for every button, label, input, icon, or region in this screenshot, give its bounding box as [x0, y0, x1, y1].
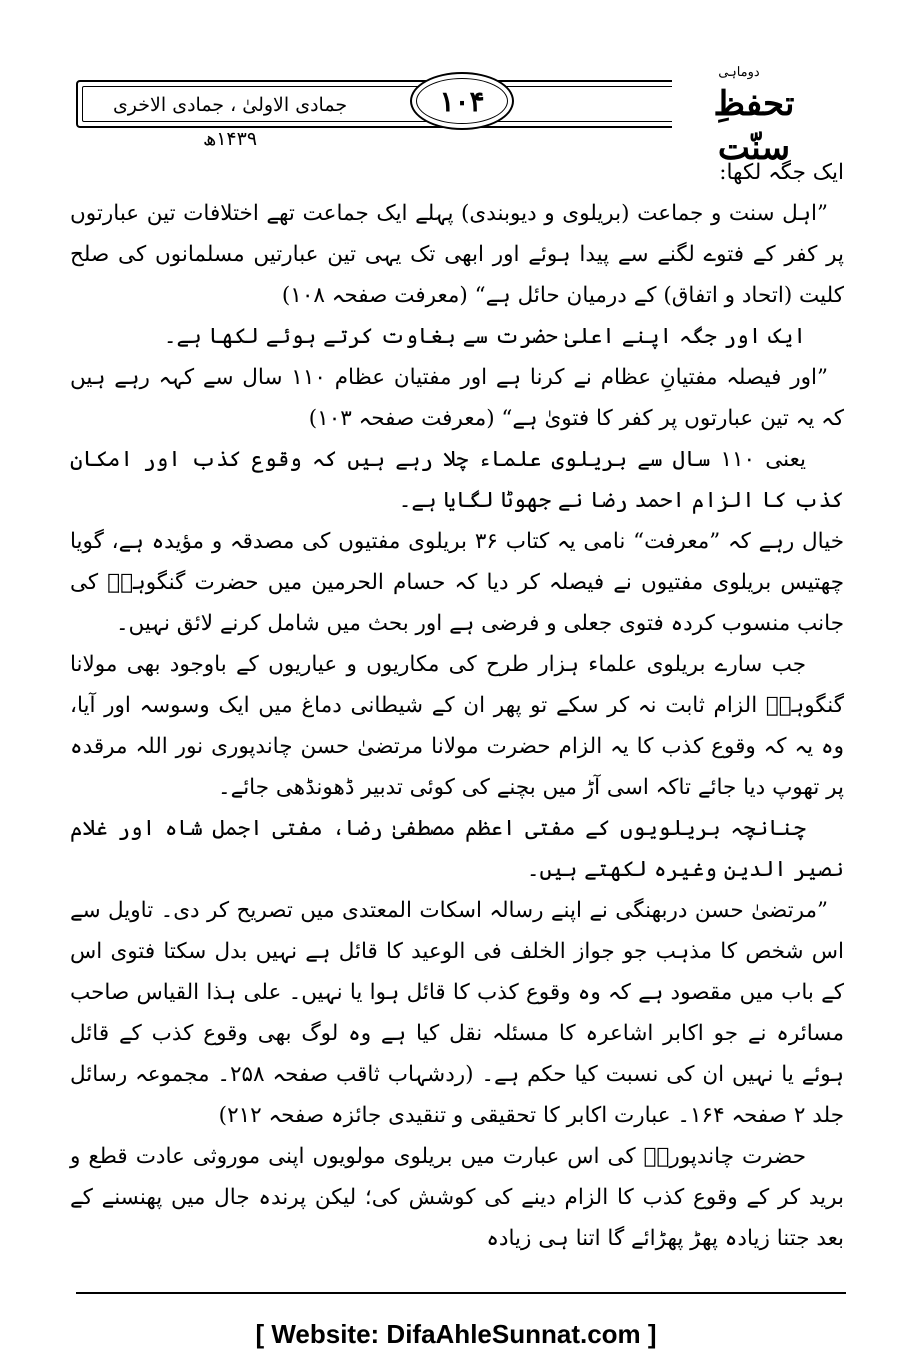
- page-number: ۱۰۴: [439, 84, 485, 118]
- website-footer: [ Website: DifaAhleSunnat.com ]: [255, 1319, 657, 1349]
- quote-paragraph: ”اہل سنت و جماعت (بریلوی و دیوبندی) پہلے ایک جماعت تھے اختلافات تین عبارتوں پر کفر کے فتوے لگنے سے پیدا ہوئے اور ابھی تک یہی تین عبارتیں مسلمانوں کی صلح کلیت (اتحاد و اتفاق) کے درمیان حائل ہے“ (معرفت صفحہ ۱۰۸): [70, 201, 844, 308]
- paragraph: چنانچہ بریلویوں کے مفتی اعظم مصطفیٰ رضا، مفتی اجمل شاہ اور غلام نصیر الدین وغیرہ لکھتے ہیں۔: [70, 816, 844, 882]
- magazine-logo: [672, 64, 842, 168]
- quote-paragraph: ”اور فیصلہ مفتیانِ عظام نے کرنا ہے اور مفتیان عظام ۱۱۰ سال سے کہہ رہے ہیں کہ یہ تین عبارتوں پر کفر کا فتویٰ ہے“ (معرفت صفحہ ۱۰۳): [70, 365, 844, 431]
- issue-date: جمادی الاولیٰ ، جمادی الاخری ۱۴۳۹ھ: [112, 94, 348, 150]
- page-number-badge: [410, 72, 514, 130]
- paragraph: یعنی ۱۱۰ سال سے بریلوی علماء چلا رہے ہیں کہ وقوع کذب اور امکان کذب کا الزام احمد رضا نے جھوٹا لگایا ہے۔: [70, 447, 844, 513]
- paragraph-intro: ایک جگہ لکھا:: [719, 160, 844, 185]
- magazine-title: تحفظِ سنّت: [713, 84, 795, 168]
- paragraph: خیال رہے کہ ”معرفت“ نامی یہ کتاب ۳۶ بریلوی مفتیوں کی مصدقہ و مؤیدہ ہے، گویا چھتیس بریلوی مفتیوں نے فیصلہ کر دیا کہ حسام الحرمین میں حضرت گنگوہیؒ کی جانب منسوب کردہ فتوی جعلی و فرضی ہے اور بحث میں شامل کرنے لائق نہیں۔: [70, 529, 844, 636]
- quote-paragraph: ”مرتضیٰ حسن دربھنگی نے اپنے رسالہ اسکات المعتدی میں تصریح کر دی۔ تاویل سے اس شخص کا مذہب جو جواز الخلف فی الوعید کا قائل ہے نہیں بدل سکتا فتوی اس کے باب میں مقصود ہے کہ وہ وقوع کذب کا قائل ہوا یا نہیں۔ علی ہذا القیاس صاحب مسائرہ نے جو اکابر اشاعرہ کا مسئلہ نقل کیا ہے وہ لوگ بھی وقوع کذب کے قائل ہوئے یا نہیں ان کی نسبت کیا حکم ہے۔ (ردشہاب ثاقب صفحہ ۲۵۸۔ مجموعہ رسائل جلد ۲ صفحہ ۱۶۴۔ عبارت اکابر کا تحقیقی و تنقیدی جائزہ صفحہ ۲۱۲): [70, 898, 844, 1128]
- article-body: [70, 152, 844, 1272]
- paragraph: ایک اور جگہ اپنے اعلیٰ حضرت سے بغاوت کرتے ہوئے لکھا ہے۔: [163, 324, 806, 349]
- paragraph: جب سارے بریلوی علماء ہزار طرح کی مکاریوں و عیاریوں کے باوجود بھی مولانا گنگوہیؒ الزام ثابت نہ کر سکے تو پھر ان کے شیطانی دماغ میں ایک وسوسہ اور آیا، وہ یہ کہ وقوع کذب کا یہ الزام حضرت مولانا مرتضیٰ حسن چاندپوری نور اللہ مرقدہ پر تھوپ دیا جائے تاکہ اسی آڑ میں بچنے کی کوئی تدبیر ڈھونڈھی جائے۔: [70, 652, 844, 800]
- page-header: [76, 64, 842, 168]
- paragraph: حضرت چاندپوریؒ کی اس عبارت میں بریلوی مولویوں اپنی موروثی عادت قطع و برید کر کے وقوع کذب کا الزام دینے کی کوشش کی؛ لیکن پرندہ جال میں پھنسنے کے بعد جتنا زیادہ پھڑ پھڑائے گا اتنا ہی زیادہ: [70, 1144, 844, 1251]
- footer-divider: [76, 1292, 846, 1294]
- magazine-subtitle: دوماہی: [718, 65, 760, 80]
